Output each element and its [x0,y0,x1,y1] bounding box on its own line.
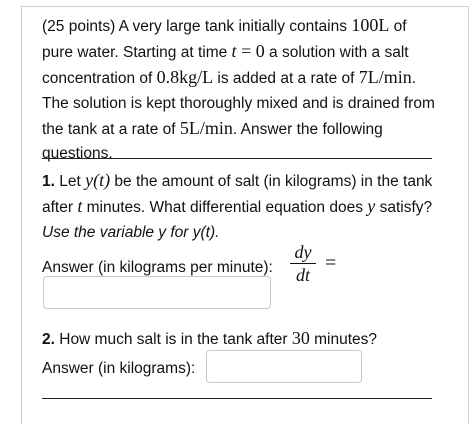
q1-text-4: satisfy? [375,199,433,216]
outflow-rate: 5L/min [179,117,233,138]
variable-hint: Use the variable y for y(t). [42,224,220,241]
fraction-numerator: dy [290,242,316,264]
problem-text-3: a solution with a salt concentration of [42,44,409,88]
question-1 [42,168,437,289]
problem-text-1: A very large tank initially contains [115,18,352,35]
points-label: (25 points) [42,18,116,35]
problem-statement [42,13,437,166]
time-variable: t [231,41,237,62]
problem-text-2: of pure water. Starting at time [42,18,407,62]
inflow-rate: 7L/min [358,67,412,88]
answer-2-input[interactable] [206,350,362,383]
minutes-value: 30 [291,328,310,348]
answer-1-input[interactable] [43,276,271,309]
answer-2-label: Answer (in kilograms): [42,360,196,377]
volume-value: 100L [351,15,390,35]
q2-text-1: How much salt is in the tank after [54,331,292,348]
question-1-text [42,168,437,245]
question-2-text [42,326,437,352]
q1-text-2: be the amount of salt (in kilograms) in the tank after [42,173,433,216]
question-2-number: 2. [42,331,55,348]
concentration-value: 0.8kg/L [156,67,214,88]
t-variable: t [77,196,83,216]
q1-text-3: minutes. What differential equation does [82,199,368,216]
fraction-denominator: dt [295,265,310,285]
function-y-of-t: y(t) [85,170,111,190]
divider-bottom [42,398,432,399]
problem-text-6: . Answer the following questions. [42,120,383,163]
time-equation: = 0 [236,41,265,62]
answer-1-label: Answer (in kilograms per minute): [42,259,273,276]
q1-text-1: Let [54,173,86,190]
dy-dt-fraction [290,242,316,286]
question-1-number: 1. [42,173,55,190]
q2-text-2: minutes? [309,331,378,348]
problem-text-5: . The solution is kept thoroughly mixed and is drained from the tank at a rate of [42,70,435,138]
y-variable: y [367,196,376,216]
problem-text-4: is added at a rate of [213,70,359,88]
equals-sign: = [325,252,337,274]
divider-top [42,158,432,159]
